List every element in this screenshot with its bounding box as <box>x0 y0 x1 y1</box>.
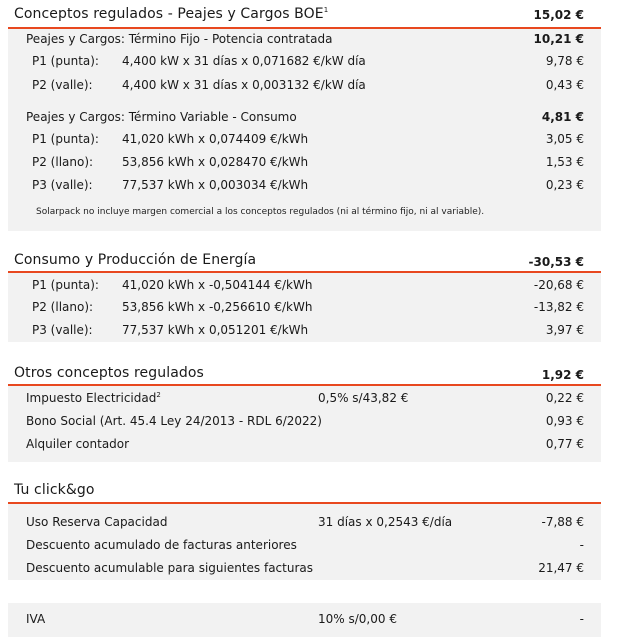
row-amount: 3,97 € <box>545 323 584 337</box>
section-title-clickgo: Tu click&go <box>14 482 95 498</box>
row-amount: -13,82 € <box>533 300 584 314</box>
row-period: P1 (punta): <box>32 278 99 292</box>
row-label-bono-social: Bono Social (Art. 45.4 Ley 24/2013 - RDL 6/2022) <box>26 414 322 428</box>
row-label-iva: IVA <box>26 612 46 626</box>
section-title-peajes: Conceptos regulados - Peajes y Cargos BOE$^1$ <box>14 6 329 22</box>
row-amount: 21,47 € <box>538 561 584 575</box>
row-period: P1 (punta): <box>32 132 99 146</box>
row-calc: 41,020 kWh x -0,504144 €/kWh <box>122 278 313 292</box>
row-period: P3 (valle): <box>32 178 93 192</box>
row-label-reserva: Uso Reserva Capacidad <box>26 515 168 529</box>
row-calc: 4,400 kW x 31 días x 0,003132 €/kW día <box>122 78 366 92</box>
section-total-peajes: 15,02 € <box>533 8 584 22</box>
row-amount: 0,93 € <box>545 414 584 428</box>
row-period: P2 (llano): <box>32 300 94 314</box>
row-amount: 3,05 € <box>545 132 584 146</box>
row-amount: -20,68 € <box>533 278 584 292</box>
row-calc: 77,537 kWh x 0,003034 €/kWh <box>122 178 309 192</box>
row-calc: 41,020 kWh x 0,074409 €/kWh <box>122 132 309 146</box>
row-amount: 0,23 € <box>545 178 584 192</box>
row-label-impuesto: Impuesto Electricidad$^2$ <box>26 391 161 405</box>
row-amount: - <box>579 538 584 552</box>
row-calc: 10% s/0,00 € <box>318 612 397 626</box>
row-amount: 1,53 € <box>545 155 584 169</box>
subsection-total-variable: 4,81 € <box>541 110 584 124</box>
row-amount: -7,88 € <box>541 515 584 529</box>
row-calc: 0,5% s/43,82 € <box>318 391 409 405</box>
section-title-consumo: Consumo y Producción de Energía <box>14 252 257 268</box>
row-period: P2 (llano): <box>32 155 94 169</box>
footnote-marker: 1 <box>323 6 329 14</box>
row-period: P3 (valle): <box>32 323 93 337</box>
row-label-alquiler: Alquiler contador <box>26 437 130 451</box>
row-label-descuento-acumulable: Descuento acumulable para siguientes facturas <box>26 561 313 575</box>
row-period: P2 (valle): <box>32 78 93 92</box>
row-amount: - <box>579 612 584 626</box>
row-calc: 77,537 kWh x 0,051201 €/kWh <box>122 323 309 337</box>
regulated-concepts-note: Solarpack no incluye margen comercial a los conceptos regulados (ni al término fijo, ni al variable). <box>36 207 485 217</box>
row-calc: 53,856 kWh x -0,256610 €/kWh <box>122 300 313 314</box>
subsection-total-fijo: 10,21 € <box>533 32 584 46</box>
row-amount: 0,43 € <box>545 78 584 92</box>
row-calc: 4,400 kW x 31 días x 0,071682 €/kW día <box>122 54 366 68</box>
row-amount: 9,78 € <box>545 54 584 68</box>
row-calc: 31 días x 0,2543 €/día <box>318 515 453 529</box>
row-label-descuento-acumulado: Descuento acumulado de facturas anteriores <box>26 538 297 552</box>
section-title-otros: Otros conceptos regulados <box>14 365 204 381</box>
row-amount: 0,22 € <box>545 391 584 405</box>
section-total-otros: 1,92 € <box>541 368 584 382</box>
subsection-label-variable: Peajes y Cargos: Término Variable - Consumo <box>26 110 297 124</box>
row-calc: 53,856 kWh x 0,028470 €/kWh <box>122 155 309 169</box>
footnote-marker: 2 <box>156 391 161 399</box>
section-total-consumo: -30,53 € <box>528 255 584 269</box>
row-period: P1 (punta): <box>32 54 99 68</box>
row-amount: 0,77 € <box>545 437 584 451</box>
subsection-label-fijo: Peajes y Cargos: Término Fijo - Potencia contratada <box>26 32 333 46</box>
